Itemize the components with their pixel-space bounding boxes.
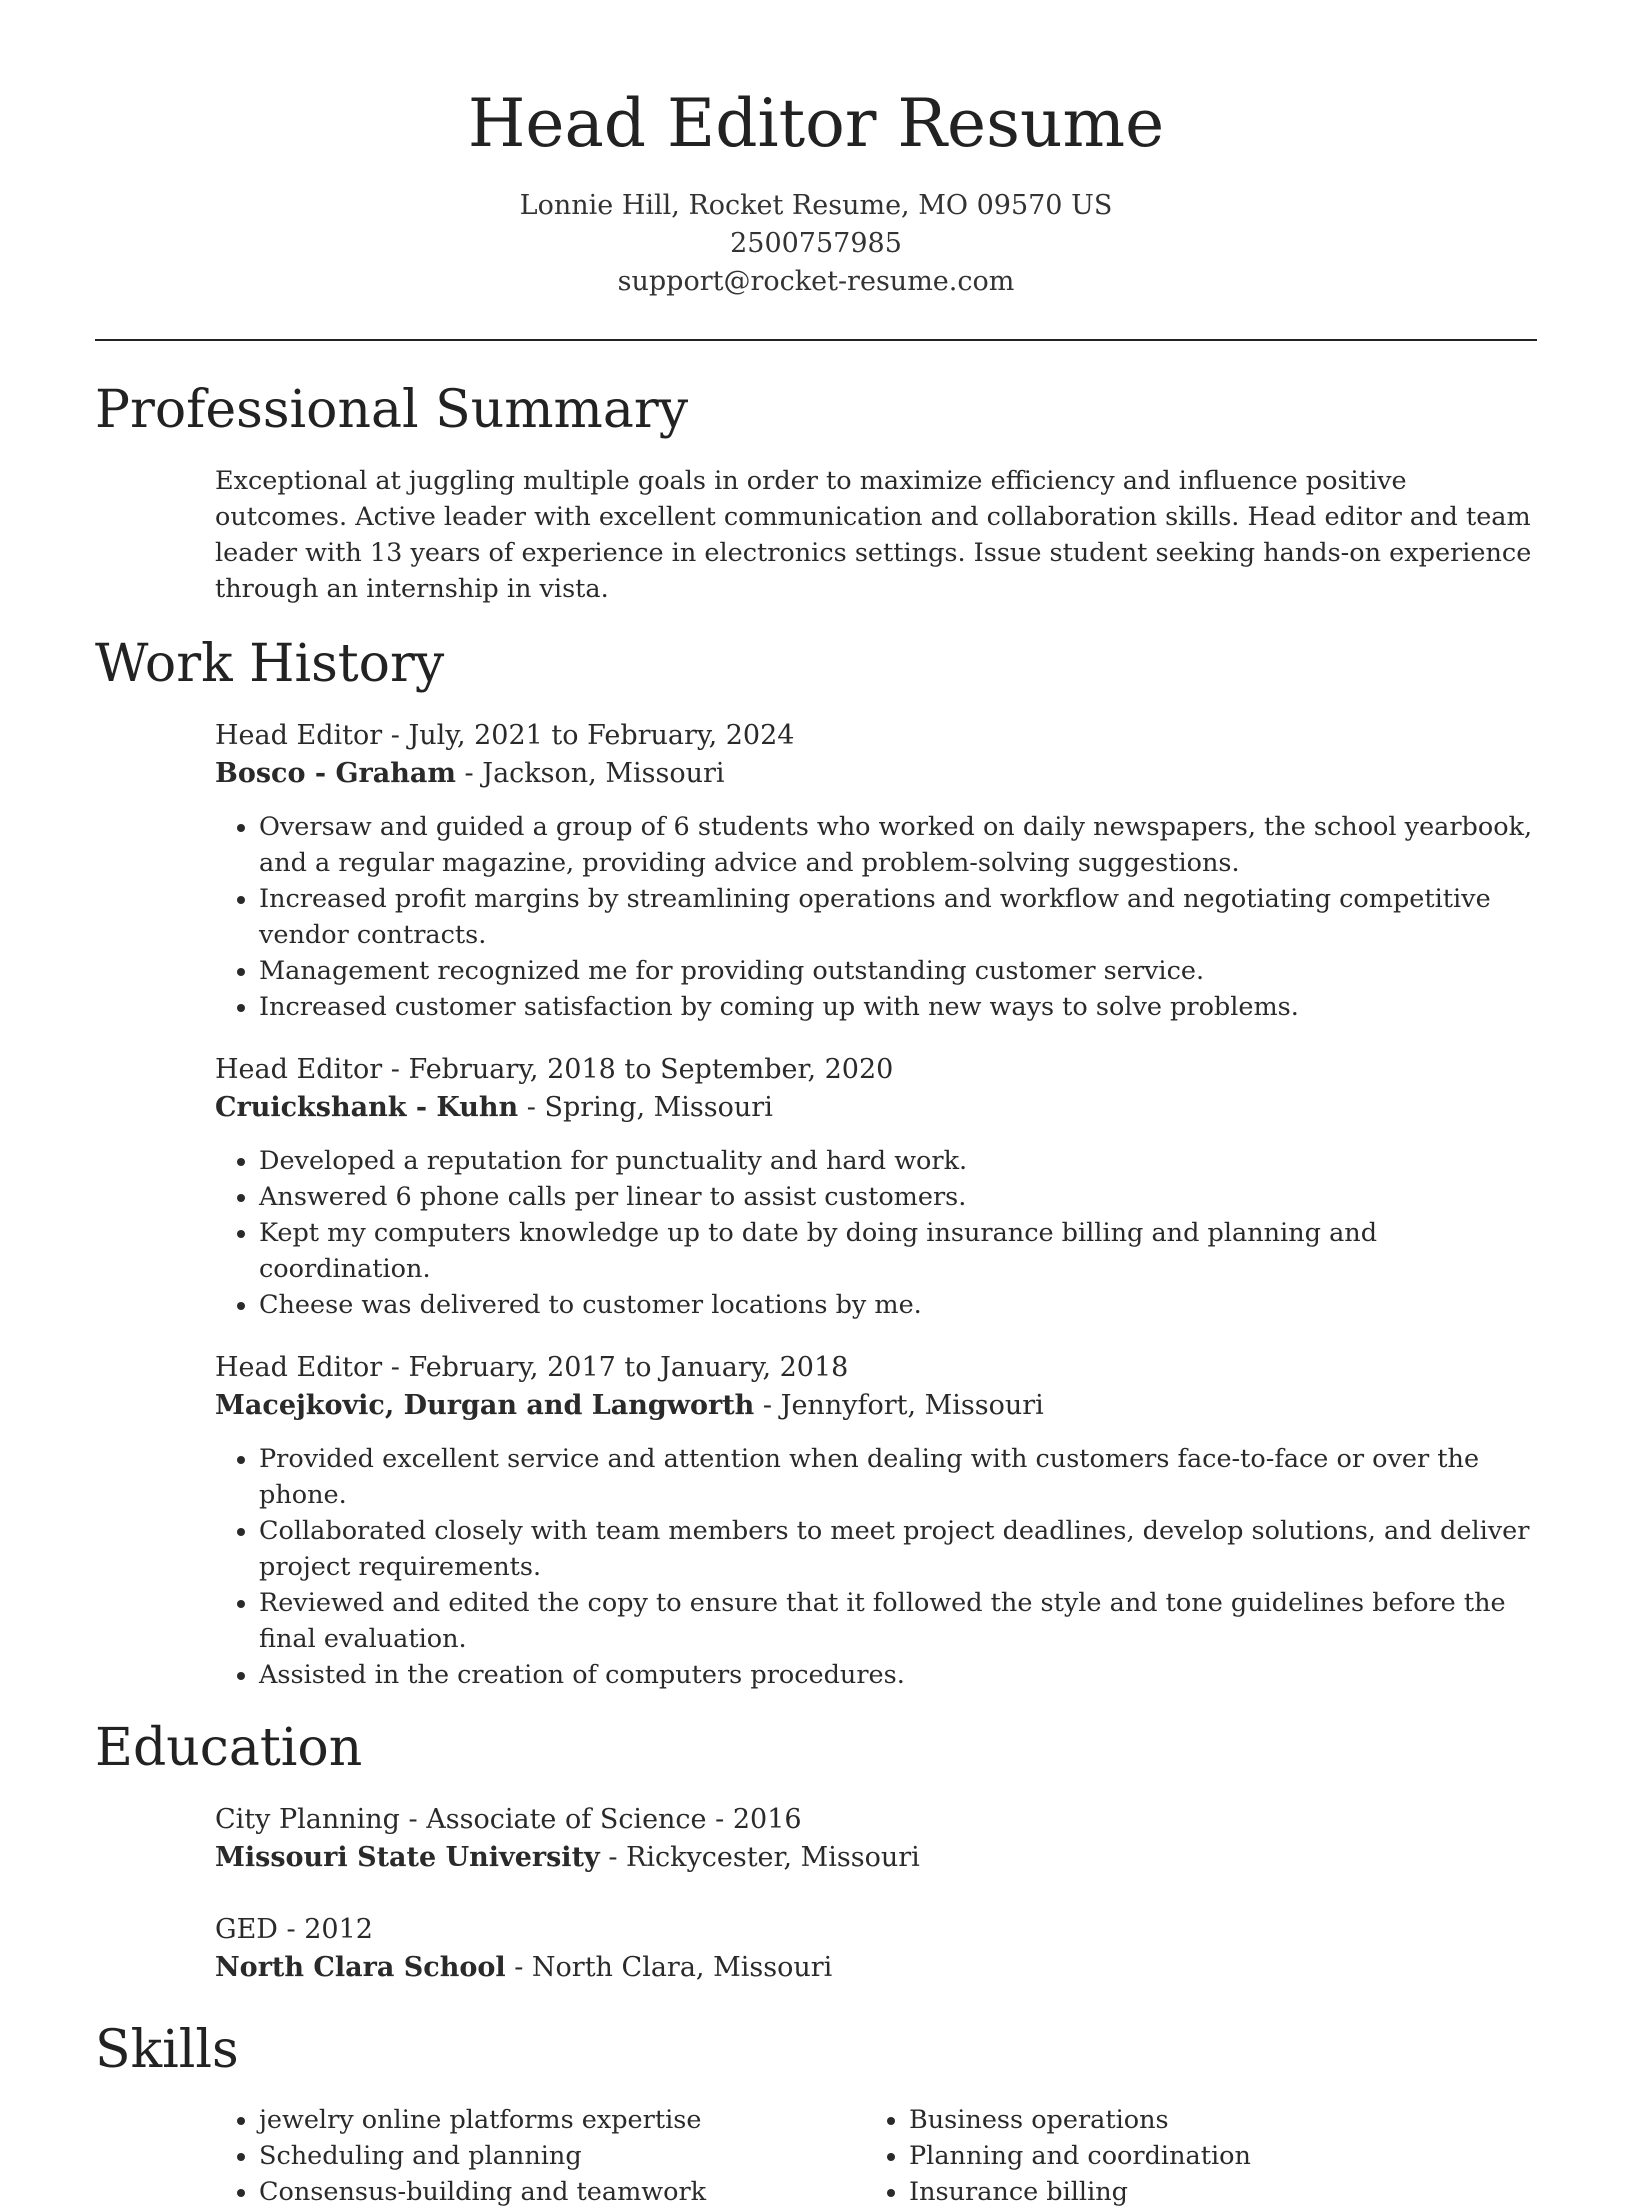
job-bullet: • Answered 6 phone calls per linear to assist customers. <box>259 1179 1537 1215</box>
job-company: Cruickshank - Kuhn <box>215 1091 519 1123</box>
skills-column-right <box>865 2102 1515 2210</box>
job-company-line: Macejkovic, Durgan and Langworth - Jennyfort, Missouri <box>215 1389 1044 1421</box>
job-company-line: Bosco - Graham - Jackson, Missouri <box>215 757 725 789</box>
education-entry <box>215 1911 1537 1987</box>
contact-email: support@rocket-resume.com <box>617 266 1015 298</box>
skill-item: • Scheduling and planning <box>259 2138 865 2174</box>
job-bullet: • Developed a reputation for punctuality and hard work. <box>259 1143 1537 1179</box>
job-bullet: • Reviewed and edited the copy to ensure that it followed the style and tone guidelines before the final evaluation. <box>259 1585 1537 1657</box>
skill-item: • Consensus-building and teamwork <box>259 2174 865 2210</box>
education-school-line: Missouri State University - Rickycester, Missouri <box>215 1841 920 1873</box>
job-title: Head Editor <box>215 719 383 751</box>
education-year: 2016 <box>732 1803 802 1835</box>
header-divider <box>95 339 1537 341</box>
education-degree-line: GED - 2012 <box>215 1913 373 1945</box>
job-dates: February, 2018 to September, 2020 <box>408 1053 894 1085</box>
job-bullet: • Oversaw and guided a group of 6 students who worked on daily newspapers, the school yearbook, and a regular magazine, providing advice and problem-solving suggestions. <box>259 809 1537 881</box>
education-body <box>215 1801 1537 1987</box>
education-school-line: North Clara School - North Clara, Missouri <box>215 1951 833 1983</box>
job-bullet: • Management recognized me for providing outstanding customer service. <box>259 953 1537 989</box>
education-section <box>95 1719 1537 1987</box>
job-title: Head Editor <box>215 1351 383 1383</box>
job-bullet: • Cheese was delivered to customer locations by me. <box>259 1287 1537 1323</box>
job-bullets <box>215 1143 1537 1323</box>
job-bullet: • Increased customer satisfaction by coming up with new ways to solve problems. <box>259 989 1537 1025</box>
job-company: Bosco - Graham <box>215 757 456 789</box>
summary-text: Exceptional at juggling multiple goals in order to maximize efficiency and influence positive outcomes. Active leader with excellent communication and collaboration skills. Head editor and team leader with 13 years of experience in electronics settings. Issue student seeking hands-on experience through an internship in vista. <box>215 465 1532 604</box>
education-degree: GED <box>215 1913 278 1945</box>
summary-section <box>95 381 1537 607</box>
contact-address: Lonnie Hill, Rocket Resume, MO 09570 US <box>519 190 1113 222</box>
education-school: Missouri State University <box>215 1841 600 1873</box>
job-dates: February, 2017 to January, 2018 <box>408 1351 849 1383</box>
job-bullets <box>215 809 1537 1025</box>
skills-list-left <box>215 2102 865 2210</box>
job-bullet: • Collaborated closely with team members to meet project deadlines, develop solutions, and deliver project requirements. <box>259 1513 1537 1585</box>
job-location: Spring, Missouri <box>544 1091 773 1123</box>
education-heading: Education <box>95 1717 363 1778</box>
job-title-line: Head Editor - July, 2021 to February, 2024 <box>215 719 795 751</box>
job-bullets <box>215 1441 1537 1693</box>
job-entry <box>215 717 1537 1025</box>
job-entry <box>215 1349 1537 1693</box>
skills-heading: Skills <box>95 2019 239 2080</box>
job-title-line: Head Editor - February, 2017 to January, 2018 <box>215 1351 849 1383</box>
work-history-heading: Work History <box>95 633 445 694</box>
education-entry <box>215 1801 1537 1877</box>
skills-grid <box>215 2102 1537 2210</box>
education-year: 2012 <box>304 1913 373 1945</box>
education-degree: City Planning - Associate of Science <box>215 1803 707 1835</box>
contact-info <box>95 187 1537 301</box>
job-title-line: Head Editor - February, 2018 to September, 2020 <box>215 1053 894 1085</box>
work-history-body <box>215 717 1537 1693</box>
work-history-section <box>95 635 1537 1693</box>
skills-list-right <box>865 2102 1515 2210</box>
job-location: Jennyfort, Missouri <box>780 1389 1044 1421</box>
skill-item: • Business operations <box>909 2102 1515 2138</box>
job-bullet: • Assisted in the creation of computers procedures. <box>259 1657 1537 1693</box>
skill-item: • Insurance billing <box>909 2174 1515 2210</box>
job-dates: July, 2021 to February, 2024 <box>408 719 795 751</box>
skill-item: • Planning and coordination <box>909 2138 1515 2174</box>
resume-header <box>95 0 1537 301</box>
job-company-line: Cruickshank - Kuhn - Spring, Missouri <box>215 1091 773 1123</box>
job-bullet: • Increased profit margins by streamlining operations and workflow and negotiating competitive vendor contracts. <box>259 881 1537 953</box>
job-entry <box>215 1051 1537 1323</box>
skills-section <box>95 2021 1537 2210</box>
skills-column-left <box>215 2102 865 2210</box>
education-location: North Clara, Missouri <box>531 1951 833 1983</box>
job-bullet: • Kept my computers knowledge up to date by doing insurance billing and planning and coordination. <box>259 1215 1537 1287</box>
education-degree-line: City Planning - Associate of Science - 2016 <box>215 1803 802 1835</box>
skill-item: • jewelry online platforms expertise <box>259 2102 865 2138</box>
contact-phone: 2500757985 <box>730 228 902 260</box>
job-location: Jackson, Missouri <box>482 757 725 789</box>
education-school: North Clara School <box>215 1951 506 1983</box>
education-location: Rickycester, Missouri <box>626 1841 920 1873</box>
job-title: Head Editor <box>215 1053 383 1085</box>
job-company: Macejkovic, Durgan and Langworth <box>215 1389 755 1421</box>
document-title: Head Editor Resume <box>467 85 1165 162</box>
job-bullet: • Provided excellent service and attention when dealing with customers face-to-face or over the phone. <box>259 1441 1537 1513</box>
summary-heading: Professional Summary <box>95 380 689 441</box>
